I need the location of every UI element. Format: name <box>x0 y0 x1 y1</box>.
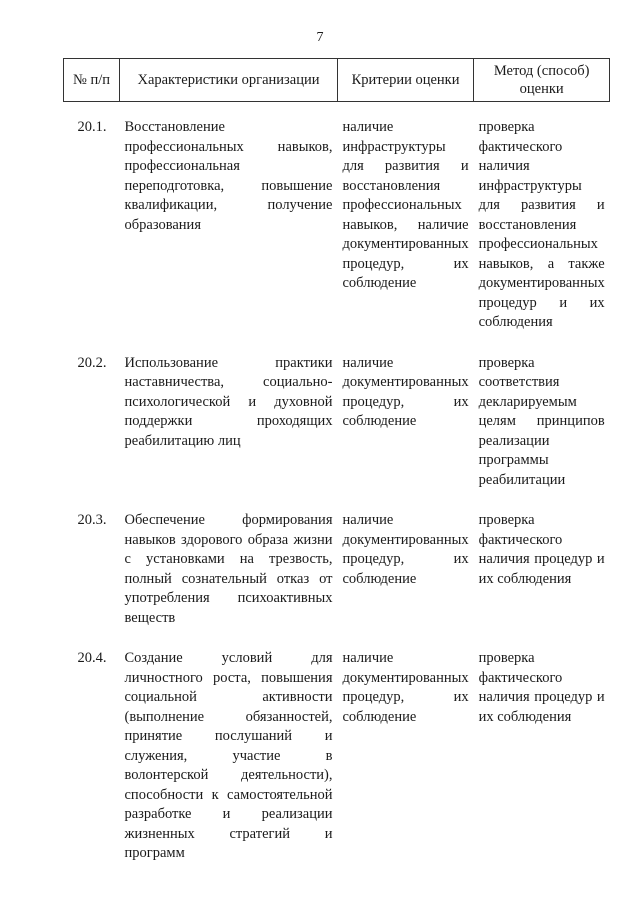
table-row <box>64 354 610 512</box>
row-criteria: наличие документированных процедур, их соблюдение <box>342 354 469 429</box>
row-criteria: наличие документированных процедур, их соблюдение <box>342 512 469 587</box>
row-method: проверка фактического наличия процедур и их соблюдения <box>478 650 605 725</box>
row-criteria: наличие инфраструктуры для развития и восстановления профессиональных навыков, наличие документированных процедур, их соблюдение <box>342 119 469 291</box>
row-number: 20.1. <box>77 119 107 135</box>
table-row <box>64 511 610 649</box>
row-criteria: наличие документированных процедур, их соблюдение <box>342 650 469 725</box>
row-number: 20.2. <box>77 354 107 371</box>
table-row <box>64 649 610 885</box>
row-number: 20.3. <box>77 512 107 528</box>
row-method: проверка соответствия декларируемым целям принципов реализации программы реабилитации <box>478 354 605 488</box>
row-characteristics: Создание условий для личностного роста, повышения социальной активности (выполнение обязанностей, принятие послушаний и служения, участие в волонтерской деятельности), способности к самостоятельной разработке и реализации жизненных стратегий и программ <box>124 650 333 861</box>
row-method: проверка фактического наличия процедур и их соблюдения <box>478 512 605 587</box>
row-method: проверка фактического наличия инфраструктуры для развития и восстановления профессиональных навыков, а также документированных процедур и их соблюдения <box>478 119 605 330</box>
row-characteristics: Восстановление профессиональных навыков, профессиональная переподготовка, повышение квалификации, получение образования <box>124 119 333 233</box>
table-header <box>64 59 610 102</box>
row-characteristics: Использование практики наставничества, социально-психологической и духовной поддержки проходящих реабилитацию лиц <box>124 354 333 449</box>
header-criteria: Критерии оценки <box>338 59 474 102</box>
page-number: 7 <box>316 30 324 45</box>
criteria-table <box>63 58 610 885</box>
row-number: 20.4. <box>77 650 107 666</box>
row-characteristics: Обеспечение формирования навыков здорового образа жизни с установками на трезвость, полный сознательный отказ от употребления психоактивных веществ <box>124 512 333 626</box>
table-row <box>64 102 610 354</box>
header-characteristics: Характеристики организации <box>120 59 338 102</box>
header-method: Метод (способ) оценки <box>474 59 610 102</box>
header-num: № п/п <box>64 59 120 102</box>
